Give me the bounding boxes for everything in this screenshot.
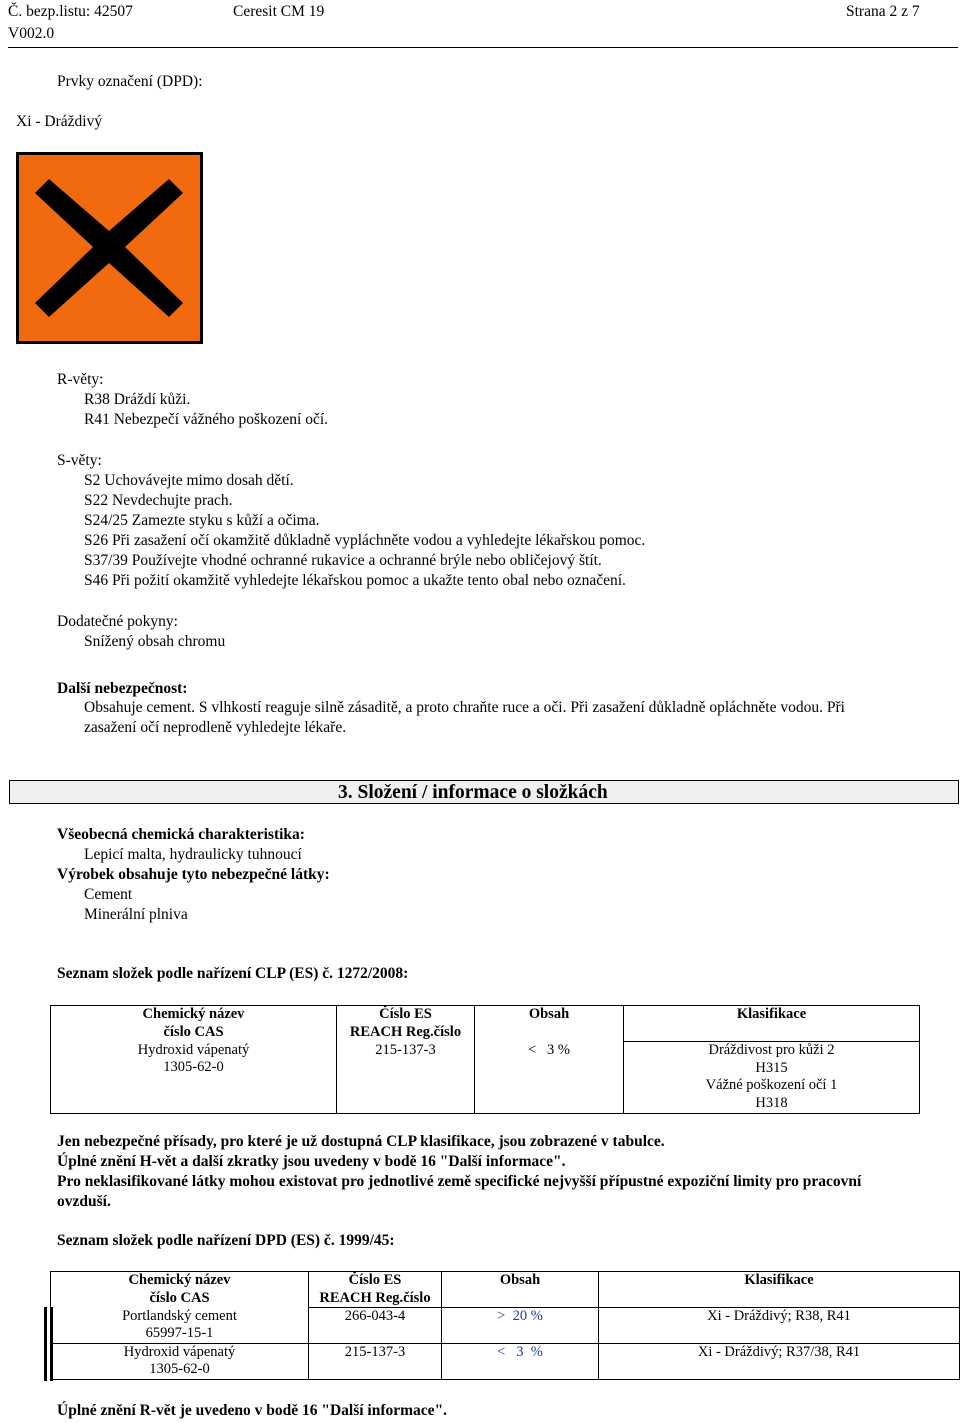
sheet-number: Č. bezp.listu: 42507 (8, 3, 133, 20)
other-hazards-text-2: zasažení očí neprodleně vyhledejte lékaře. (84, 719, 347, 736)
cell-name: Hydroxid vápenatý 1305-62-0 (51, 1343, 309, 1379)
dpd-heading: Seznam složek podle nařízení DPD (ES) č. 1999/45: (57, 1232, 395, 1249)
clp-heading: Seznam složek podle nařízení CLP (ES) č. 1272/2008: (57, 965, 409, 982)
cell-class: Dráždivost pro kůži 2 H315 Vážné poškození očí 1 H318 (624, 1042, 920, 1114)
general-characteristics-text: Lepicí malta, hydraulicky tuhnoucí (84, 846, 302, 863)
other-hazards-label: Další nebezpečnost: (57, 680, 188, 697)
col-header-name: Chemický název číslo CAS (51, 1272, 309, 1308)
s-phrase: S46 Při požití okamžitě vyhledejte lékařskou pomoc a ukažte tento obal nebo označení. (84, 572, 626, 589)
general-characteristics-label: Všeobecná chemická charakteristika: (57, 826, 305, 843)
other-hazards-text: Obsahuje cement. S vlhkostí reaguje silně zásaditě, a proto chraňte ruce a oči. Při zasažení důkladně opláchněte vodou. Při (84, 699, 845, 716)
labeling-heading: Prvky označení (DPD): (57, 73, 203, 90)
clp-table (50, 1005, 920, 1114)
col-header-name: Chemický název číslo CAS (51, 1006, 337, 1042)
note-h-phrases: Úplné znění H-vět a další zkratky jsou uvedeny v bodě 16 "Další informace". (57, 1153, 566, 1170)
col-header-content: Obsah (475, 1006, 624, 1042)
cell-es: 215-137-3 (309, 1343, 442, 1379)
col-header-es: Číslo ES REACH Reg.číslo (309, 1272, 442, 1308)
r-phrases-list (84, 390, 328, 430)
r-phrase: R38 Dráždí kůži. (84, 391, 191, 408)
cell-name: Hydroxid vápenatý 1305-62-0 (51, 1042, 337, 1114)
substance-item: Cement (84, 886, 133, 903)
cell-name: Portlandský cement 65997-15-1 (51, 1308, 309, 1344)
note-clp: Jen nebezpečné přísady, pro které je už dostupná CLP klasifikace, jsou zobrazené v tabulce. (57, 1133, 665, 1150)
table-row (51, 1042, 920, 1114)
s-phrase: S22 Nevdechujte prach. (84, 492, 233, 509)
table-row (51, 1308, 960, 1344)
page-number: Strana 2 z 7 (846, 3, 920, 20)
contains-label: Výrobek obsahuje tyto nebezpečné látky: (57, 866, 330, 883)
change-bar (44, 1307, 47, 1381)
cell-class: Xi - Dráždivý; R38, R41 (599, 1308, 960, 1344)
note-exposure: Pro neklasifikované látky mohou existovat pro jednotlivé země specifické nejvyšší přípustné expoziční limity pro pracovní (57, 1173, 862, 1190)
s-phrase: S26 Při zasažení očí okamžitě důkladně vypláchněte vodou a vyhledejte lékařskou pomoc. (84, 532, 646, 549)
r-phrase: R41 Nebezpečí vážného poškození očí. (84, 411, 329, 428)
col-header-class: Klasifikace (599, 1272, 960, 1308)
header-rule (8, 47, 958, 48)
cell-content: > 20 % (442, 1308, 599, 1344)
substance-item: Minerální plniva (84, 906, 188, 923)
s-phrases-label: S-věty: (57, 452, 102, 469)
table-header-row (51, 1272, 960, 1308)
product-name: Ceresit CM 19 (233, 3, 325, 20)
hazard-label: Xi - Dráždivý (16, 113, 103, 130)
version: V002.0 (8, 25, 55, 42)
r-phrases-label: R-věty: (57, 371, 104, 388)
s-phrase: S37/39 Používejte vhodné ochranné rukavice a ochranné brýle nebo obličejový štít. (84, 552, 602, 569)
table-header-row (51, 1006, 920, 1042)
cell-es: 266-043-4 (309, 1308, 442, 1344)
col-header-class: Klasifikace (624, 1006, 920, 1042)
section-3-title: 3. Složení / informace o složkách (338, 782, 608, 803)
s-phrase: S2 Uchovávejte mimo dosah dětí. (84, 472, 294, 489)
note-exposure-2: ovzduší. (57, 1193, 111, 1210)
footer-note: Úplné znění R-vět je uvedeno v bodě 16 "Další informace". (57, 1402, 448, 1419)
additional-text: Snížený obsah chromu (84, 633, 226, 650)
dpd-table (50, 1271, 960, 1380)
irritant-cross-icon (16, 152, 203, 344)
cell-class: Xi - Dráždivý; R37/38, R41 (599, 1343, 960, 1379)
s-phrase: S24/25 Zamezte styku s kůží a očima. (84, 512, 320, 529)
s-phrases-list (84, 471, 645, 591)
table-row (51, 1343, 960, 1379)
additional-label: Dodatečné pokyny: (57, 613, 178, 630)
cell-es: 215-137-3 (337, 1042, 475, 1114)
cell-content: < 3 % (442, 1343, 599, 1379)
col-header-content: Obsah (442, 1272, 599, 1308)
cell-content: < 3 % (475, 1042, 624, 1114)
col-header-es: Číslo ES REACH Reg.číslo (337, 1006, 475, 1042)
